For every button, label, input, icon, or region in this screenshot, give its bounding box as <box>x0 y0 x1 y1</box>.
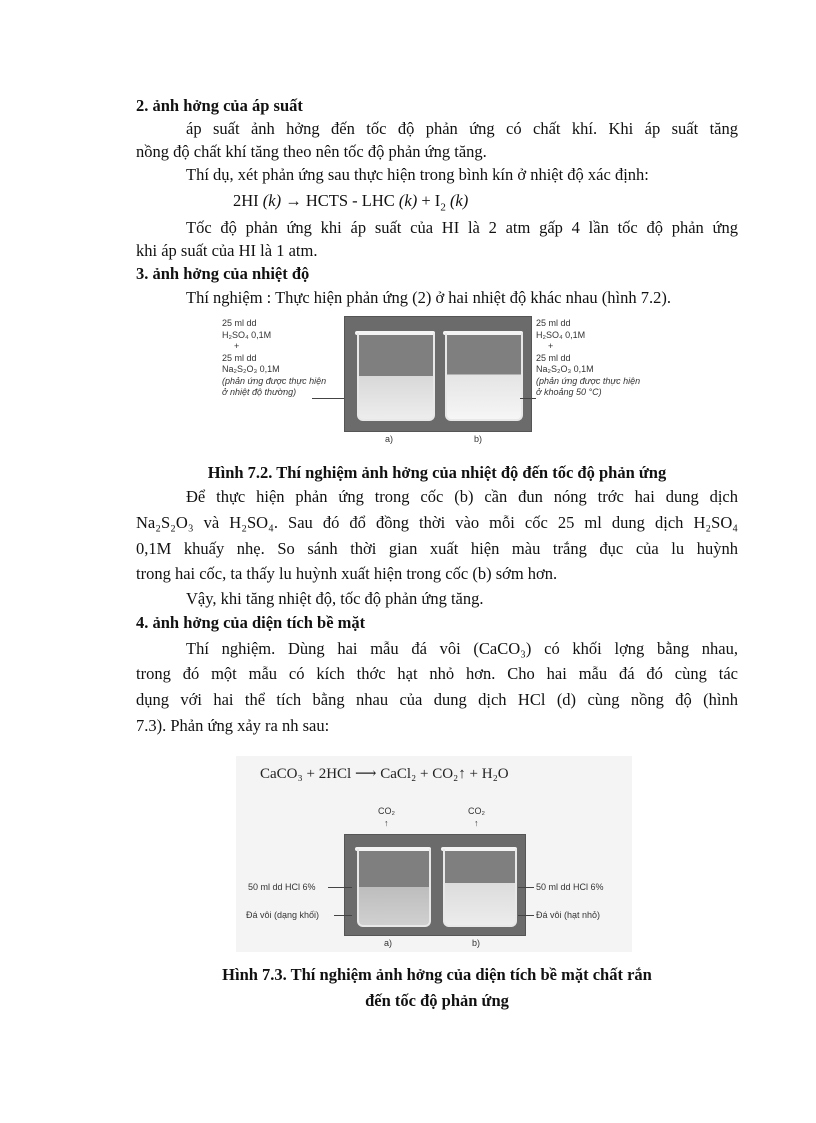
right-label-line: + <box>548 341 554 351</box>
section-4-paragraph-1-line-2: trong đó một mẫu có kích thớc hạt nhỏ hơn. Cho hai mẫu đá đó cùng tác <box>136 664 738 683</box>
up-arrow-icon: ↑ <box>474 818 479 828</box>
up-arrow-icon: ↑ <box>384 818 389 828</box>
section-3-paragraph-2-line-2: Na₂S₂O₃ và H₂SO₄. Sau đó đổ đồng thời vào mỗi cốc 25 ml dung dịch H₂SO₄ <box>136 513 738 532</box>
right-label-line: 25 ml dd <box>536 352 571 363</box>
figure-7-2-label-b: b) <box>474 434 483 444</box>
right-label-line: H₂SO₄ 0,1M <box>536 329 586 340</box>
right-label-italic: (phản ứng được thực hiện <box>536 375 641 386</box>
beaker-b <box>443 849 517 927</box>
left-label-line: H₂SO₄ 0,1M <box>222 329 272 340</box>
right-label-line: Na₂S₂O₃ 0,1M <box>536 364 594 374</box>
figure-7-2-label-a: a) <box>385 434 394 444</box>
figure-7-3-label-b: b) <box>472 938 481 948</box>
section-2-paragraph-1-line-1: áp suất ảnh hởng đến tốc độ phản ứng có chất khí. Khi áp suất tăng <box>186 119 738 138</box>
beaker-b <box>445 333 523 421</box>
section-2-heading: 2. ảnh hởng của áp suất <box>136 96 303 115</box>
right-pointer-line <box>520 398 536 399</box>
pointer-line <box>328 887 352 888</box>
figure-7-3-label-a: a) <box>384 938 393 948</box>
section-3-paragraph-1: Thí nghiệm : Thực hiện phản ứng (2) ở hai nhiệt độ khác nhau (hình 7.2). <box>186 288 671 307</box>
section-2-paragraph-3-line-1: Tốc độ phản ứng khi áp suất của HI là 2 atm gấp 4 lần tốc độ phản ứng <box>186 218 738 237</box>
figure-7-3-caption-line-1: Hình 7.3. Thí nghiệm ảnh hởng của diện tích bề mặt chất rắn <box>222 965 652 984</box>
left-label-limestone: Đá vôi (dạng khối) <box>246 910 320 920</box>
section-2-paragraph-2: Thí dụ, xét phản ứng sau thực hiện trong bình kín ở nhiệt độ xác định: <box>186 165 649 184</box>
left-label-italic: ở nhiệt độ thường) <box>222 387 297 397</box>
caco3-equation: CaCO₃ + 2HCl ⟶ CaCl₂ + CO₂↑ + H₂O <box>260 766 509 782</box>
right-label-line: 25 ml dd <box>536 318 571 328</box>
pointer-line <box>518 915 534 916</box>
eq-arrow: → <box>281 191 306 210</box>
section-2-paragraph-1-line-2: nồng độ chất khí tăng theo nên tốc độ phản ứng tăng. <box>136 142 487 161</box>
left-label-line: 25 ml dd <box>222 318 257 328</box>
figure-7-2 <box>220 314 660 450</box>
beakers-photo-7-2 <box>344 316 532 432</box>
section-3-paragraph-2-line-1: Để thực hiện phản ứng trong cốc (b) cần đun nóng trớc hai dung dịch <box>186 487 738 506</box>
section-4-paragraph-1-line-3: dụng với hai thể tích bằng nhau của dung dịch HCl (d) cùng nồng độ (hình <box>136 690 738 709</box>
co2-label-left: CO₂ <box>378 806 395 816</box>
figure-7-2-caption: Hình 7.2. Thí nghiệm ảnh hởng của nhiệt độ đến tốc độ phản ứng <box>207 463 667 482</box>
left-label-line: + <box>234 341 240 351</box>
eq-state-3: (k) <box>445 191 469 210</box>
right-label-limestone: Đá vôi (hạt nhỏ) <box>536 910 601 920</box>
section-3-paragraph-2-line-3: 0,1M khuấy nhẹ. So sánh thời gian xuất hiện màu trắng đục của lu huỳnh <box>136 539 738 558</box>
beaker-a <box>357 333 435 421</box>
figure-7-2-right-labels <box>536 318 660 399</box>
figure-7-2-left-labels <box>222 318 342 399</box>
co2-label-right: CO₂ <box>468 806 485 816</box>
left-label-hcl: 50 ml dd HCl 6% <box>248 882 316 892</box>
section-4-paragraph-1-line-1: Thí nghiệm. Dùng hai mẫu đá vôi (CaCO₃) có khối lợng bằng nhau, <box>186 639 738 658</box>
pointer-line <box>518 887 534 888</box>
eq-plus: + I <box>417 191 441 210</box>
eq-state-1: (k) <box>262 191 282 210</box>
left-label-line: Na₂S₂O₃ 0,1M <box>222 364 280 374</box>
section-3-paragraph-2-line-4: trong hai cốc, ta thấy lu huỳnh xuất hiện trong cốc (b) sớm hơn. <box>136 564 558 583</box>
section-4-paragraph-1-line-4: 7.3). Phản ứng xảy ra nh sau: <box>136 716 330 735</box>
beaker-a <box>357 849 431 927</box>
figure-7-3-caption-line-2: đến tốc độ phản ứng <box>365 991 509 1010</box>
pointer-line <box>334 915 352 916</box>
eq-state-2: (k) <box>398 191 418 210</box>
left-label-line: 25 ml dd <box>222 352 257 363</box>
right-label-hcl: 50 ml dd HCl 6% <box>536 882 604 892</box>
section-3-paragraph-3: Vậy, khi tăng nhiệt độ, tốc độ phản ứng tăng. <box>186 589 484 608</box>
right-label-italic: ở khoảng 50 °C) <box>536 387 602 397</box>
section-4-heading: 4. ảnh hởng của diện tích bề mặt <box>136 613 366 632</box>
section-3-heading: 3. ảnh hởng của nhiệt độ <box>136 264 310 283</box>
beakers-photo-7-3 <box>344 834 526 936</box>
left-label-italic: (phản ứng được thực hiện <box>222 375 327 386</box>
figure-7-3 <box>236 756 632 952</box>
section-2-paragraph-3-line-2: khi áp suất của HI là 1 atm. <box>136 241 318 260</box>
eq-middle: HCTS - LHC <box>305 191 399 210</box>
eq-left: 2HI <box>233 191 263 210</box>
equation-hi-decomposition <box>233 190 633 218</box>
eq-subscript: 2 <box>440 201 446 214</box>
